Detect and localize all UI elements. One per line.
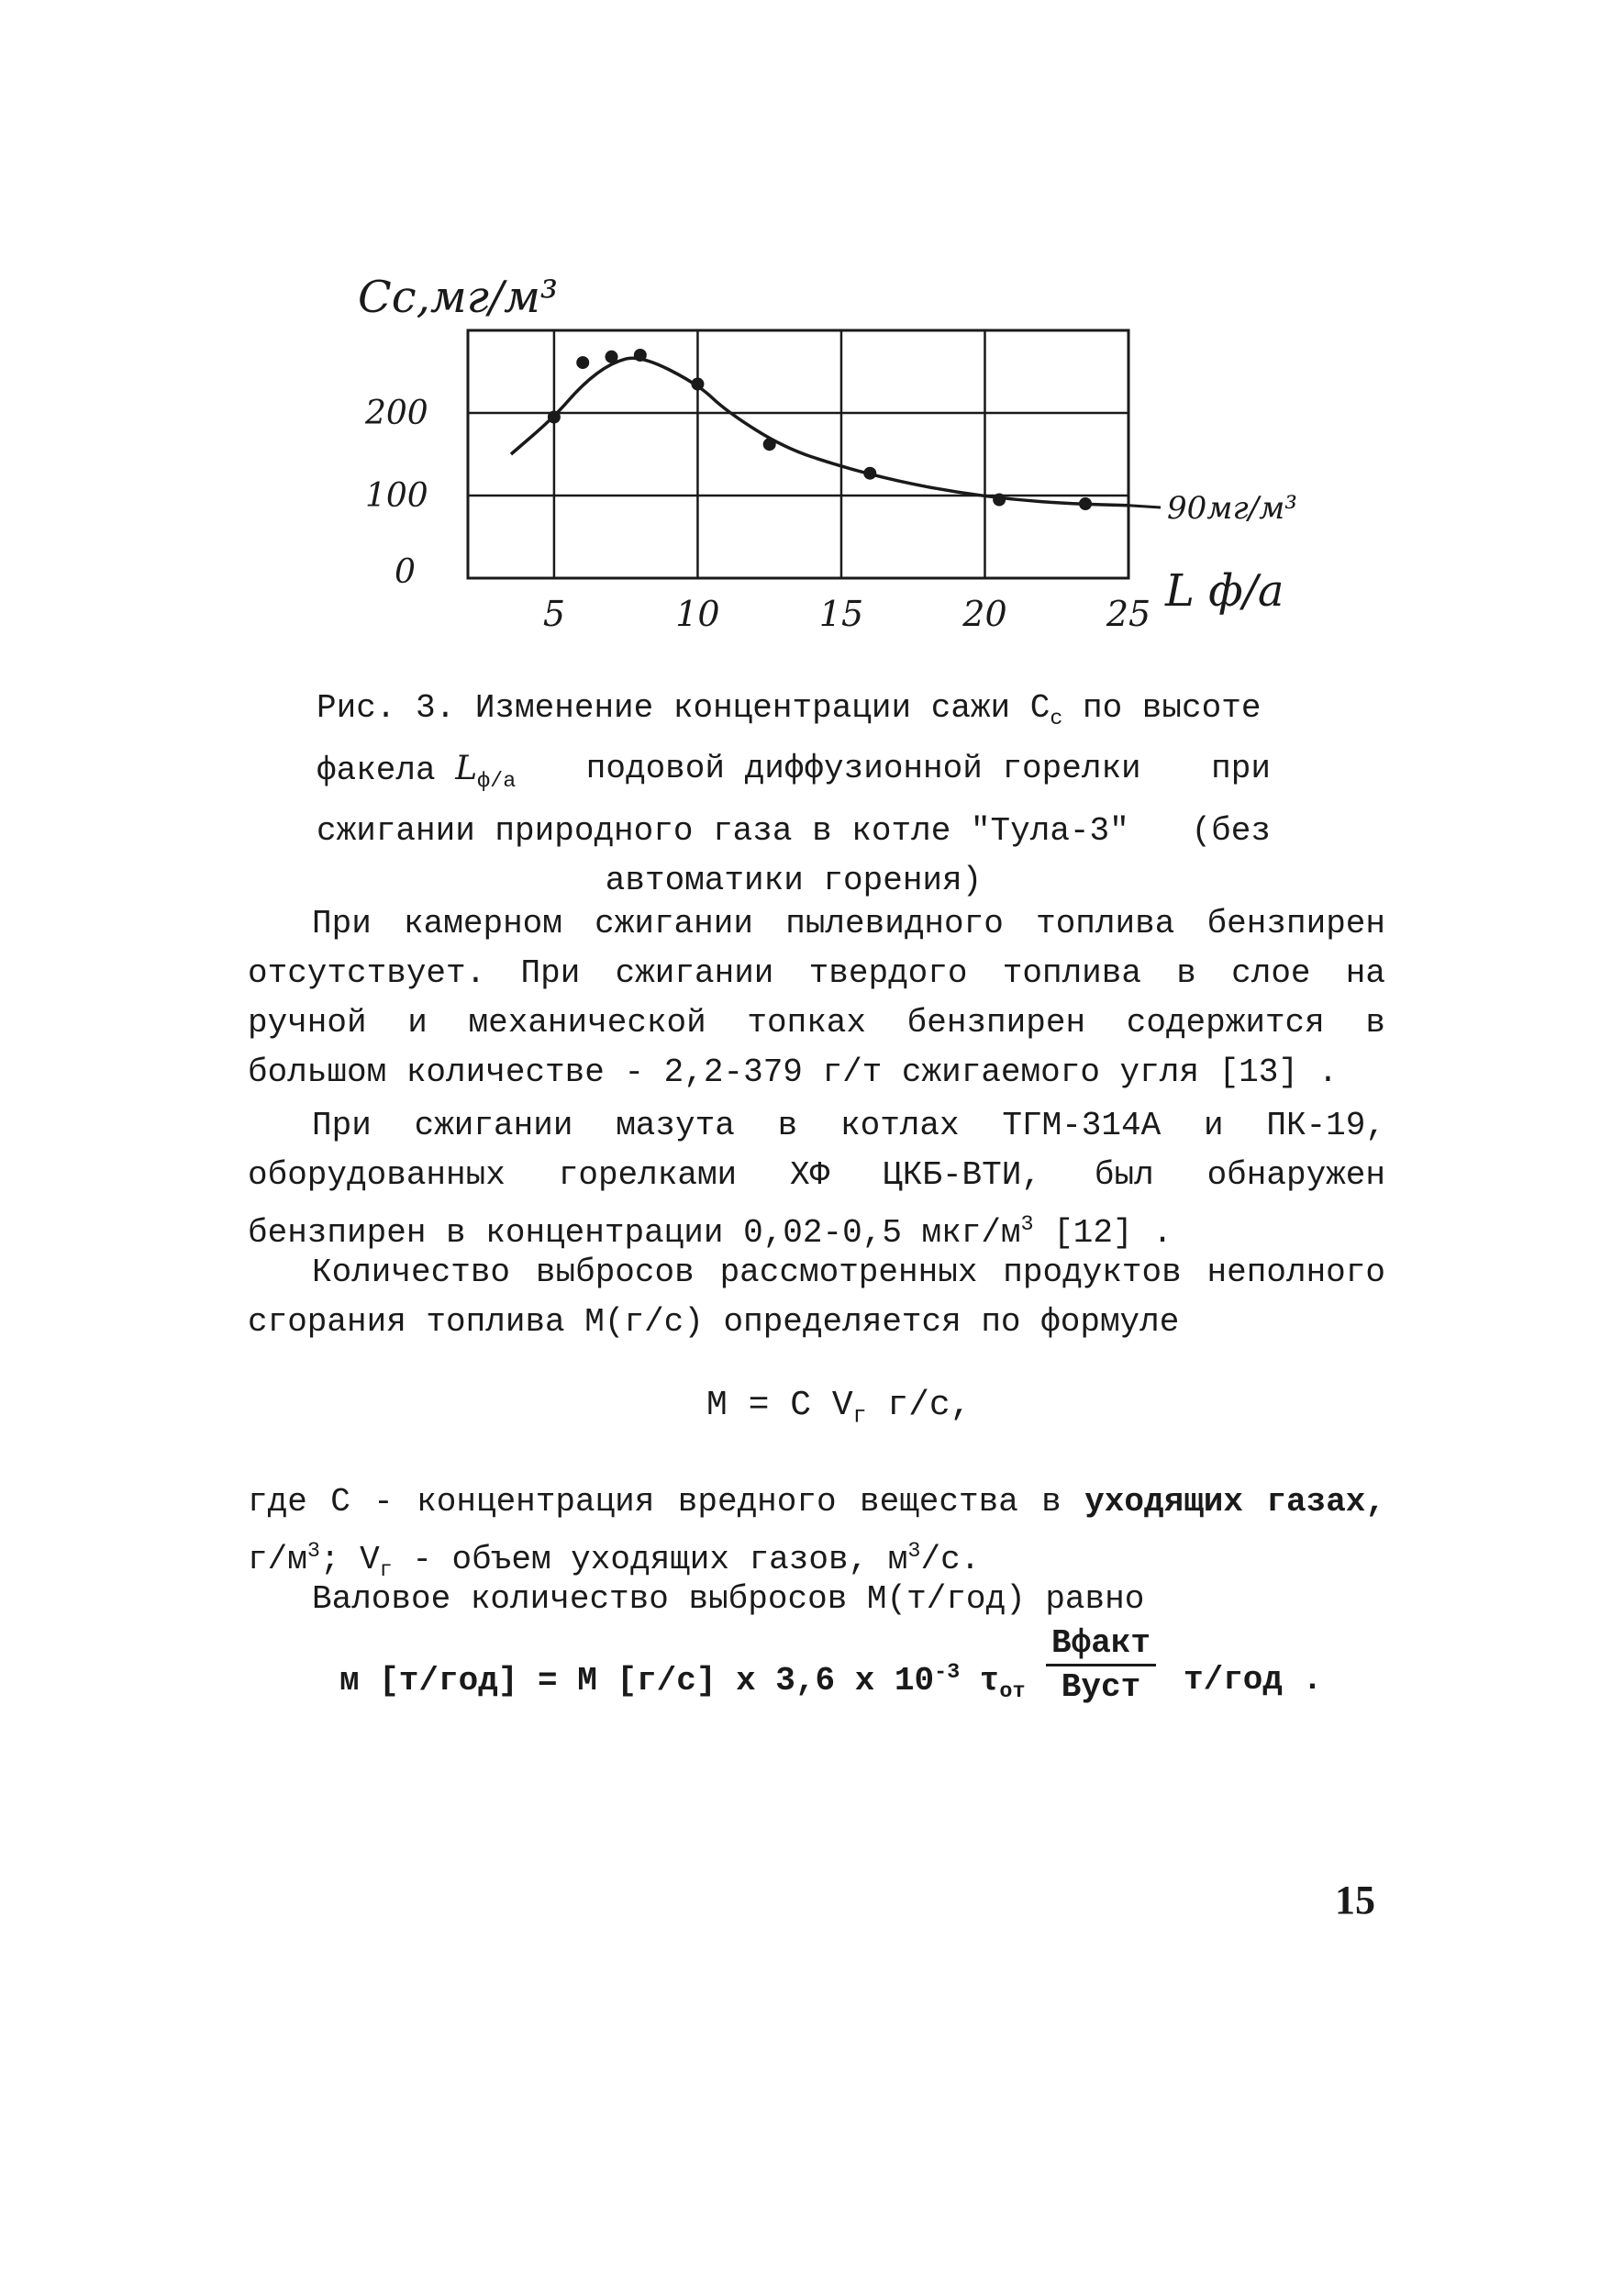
paragraph-2	[248, 1101, 1385, 1258]
data-point	[691, 378, 704, 391]
data-point	[606, 351, 618, 363]
caption-text-3a: сжигании природного газа в котле "Тула-3"	[317, 812, 1129, 851]
x-tick-label: 5	[542, 594, 566, 634]
paragraph-1: При камерном сжигании пылевидного топлива бензпирен отсутствует. При сжигании твердого топлива в слое на ручной и механической топках бензпирен содержится в большом количестве - 2,2-379 г/т сжигаемого угля [13] .	[248, 905, 1385, 1091]
formula-1-sub: г	[852, 1403, 867, 1430]
caption-text-2c: при	[1211, 750, 1271, 788]
paragraph-2-ref: [12] .	[1033, 1214, 1173, 1252]
paragraph-4-sup-2: 3	[907, 1540, 921, 1564]
annotation-label: 90мг/м³	[1167, 490, 1297, 527]
caption-line-3	[317, 807, 1271, 856]
paragraph-4-text-a: где С - концентрация вредного вещества в	[248, 1483, 1085, 1521]
formula-2-numerator: Вфакт	[1046, 1624, 1156, 1666]
formula-2-sup: -3	[934, 1661, 961, 1685]
caption-text-2b: подовой диффузионной горелки	[585, 750, 1141, 788]
x-tick-label: 25	[1106, 594, 1151, 634]
data-point	[576, 356, 589, 369]
caption-text-1: Рис. 3. Изменение концентрации сажи С	[317, 689, 1051, 727]
series-curve	[511, 358, 1128, 506]
paragraph-5: Валовое количество выбросов М(т/год) равно	[312, 1580, 1145, 1618]
paragraph-2-text: При сжигании мазута в котлах ТГМ-314А и ПК-19, оборудованных горелками ХФ ЦКБ-ВТИ, был обнаружен бензпирен в концентрации 0,02-0,5 мкг/м	[248, 1107, 1385, 1252]
formula-2-lhs-text: м [т/год] = М [г/с] х 3,6 х 10	[339, 1662, 935, 1700]
y-tick-label: 0	[395, 553, 416, 591]
caption-line-4: автоматики горения)	[605, 862, 983, 900]
formula-2-unit: т/год .	[1184, 1661, 1323, 1699]
caption-line-2	[317, 744, 1271, 807]
figure-caption	[317, 684, 1271, 906]
x-axis-label: L ф/а	[1165, 565, 1284, 617]
caption-symbol-L: L	[455, 750, 478, 788]
annotation-leader	[1128, 506, 1161, 507]
formula-2-denominator: Вуст	[1061, 1668, 1141, 1706]
caption-text-3b: (без	[1191, 812, 1271, 851]
data-point	[548, 411, 561, 424]
paragraph-4-sub: г	[379, 1559, 393, 1584]
data-point	[1079, 497, 1092, 510]
caption-text-1-end: по высоте	[1062, 689, 1262, 727]
chart-svg	[330, 229, 1376, 642]
plot-frame	[468, 330, 1128, 578]
paragraph-4-bold: уходящих газах,	[1084, 1483, 1385, 1521]
formula-1-main: М = С V	[706, 1386, 853, 1425]
caption-line-2-left	[317, 744, 516, 807]
data-point	[763, 438, 776, 451]
data-point	[863, 467, 876, 480]
y-tick-label: 100	[365, 477, 428, 515]
paragraph-2-sup: 3	[1020, 1213, 1034, 1237]
formula-1-unit: г/с,	[866, 1386, 972, 1425]
paragraph-4-text-d: - объем уходящих газов, м	[392, 1541, 908, 1578]
caption-sub-2: ф/а	[477, 770, 517, 795]
x-tick-label: 15	[818, 594, 864, 634]
formula-2-fraction	[1046, 1624, 1156, 1706]
paragraph-3: Количество выбросов рассмотренных продуктов неполного сгорания топлива М(г/с) определяется по формуле	[248, 1254, 1385, 1341]
chart-series	[511, 349, 1161, 510]
caption-sub-1: с	[1050, 708, 1063, 732]
formula-2-tau-sub: от	[999, 1680, 1026, 1705]
caption-line-1	[317, 684, 1271, 744]
paragraph-4-text-b: г/м	[248, 1541, 307, 1578]
paragraph-4-sup: 3	[306, 1540, 320, 1564]
data-point	[634, 349, 647, 362]
soot-concentration-chart	[330, 229, 1376, 642]
formula-mass-rate	[706, 1381, 972, 1442]
y-axis-label: Cс,мг/м³	[358, 272, 559, 323]
paragraph-4-text-c: ; V	[319, 1541, 380, 1578]
x-tick-label: 10	[675, 594, 720, 634]
paragraph-4-text-e: /с.	[920, 1541, 981, 1578]
caption-text-2a: факела	[317, 752, 436, 790]
formula-2-tau: τ	[960, 1662, 1000, 1700]
data-point	[993, 494, 1006, 507]
chart-grid	[468, 330, 1128, 578]
y-tick-label: 200	[365, 395, 428, 432]
page-number: 15	[1335, 1878, 1375, 1923]
formula-2-lhs	[339, 1661, 1025, 1704]
x-tick-label: 20	[962, 594, 1007, 634]
formula-annual-emission	[339, 1624, 1395, 1744]
